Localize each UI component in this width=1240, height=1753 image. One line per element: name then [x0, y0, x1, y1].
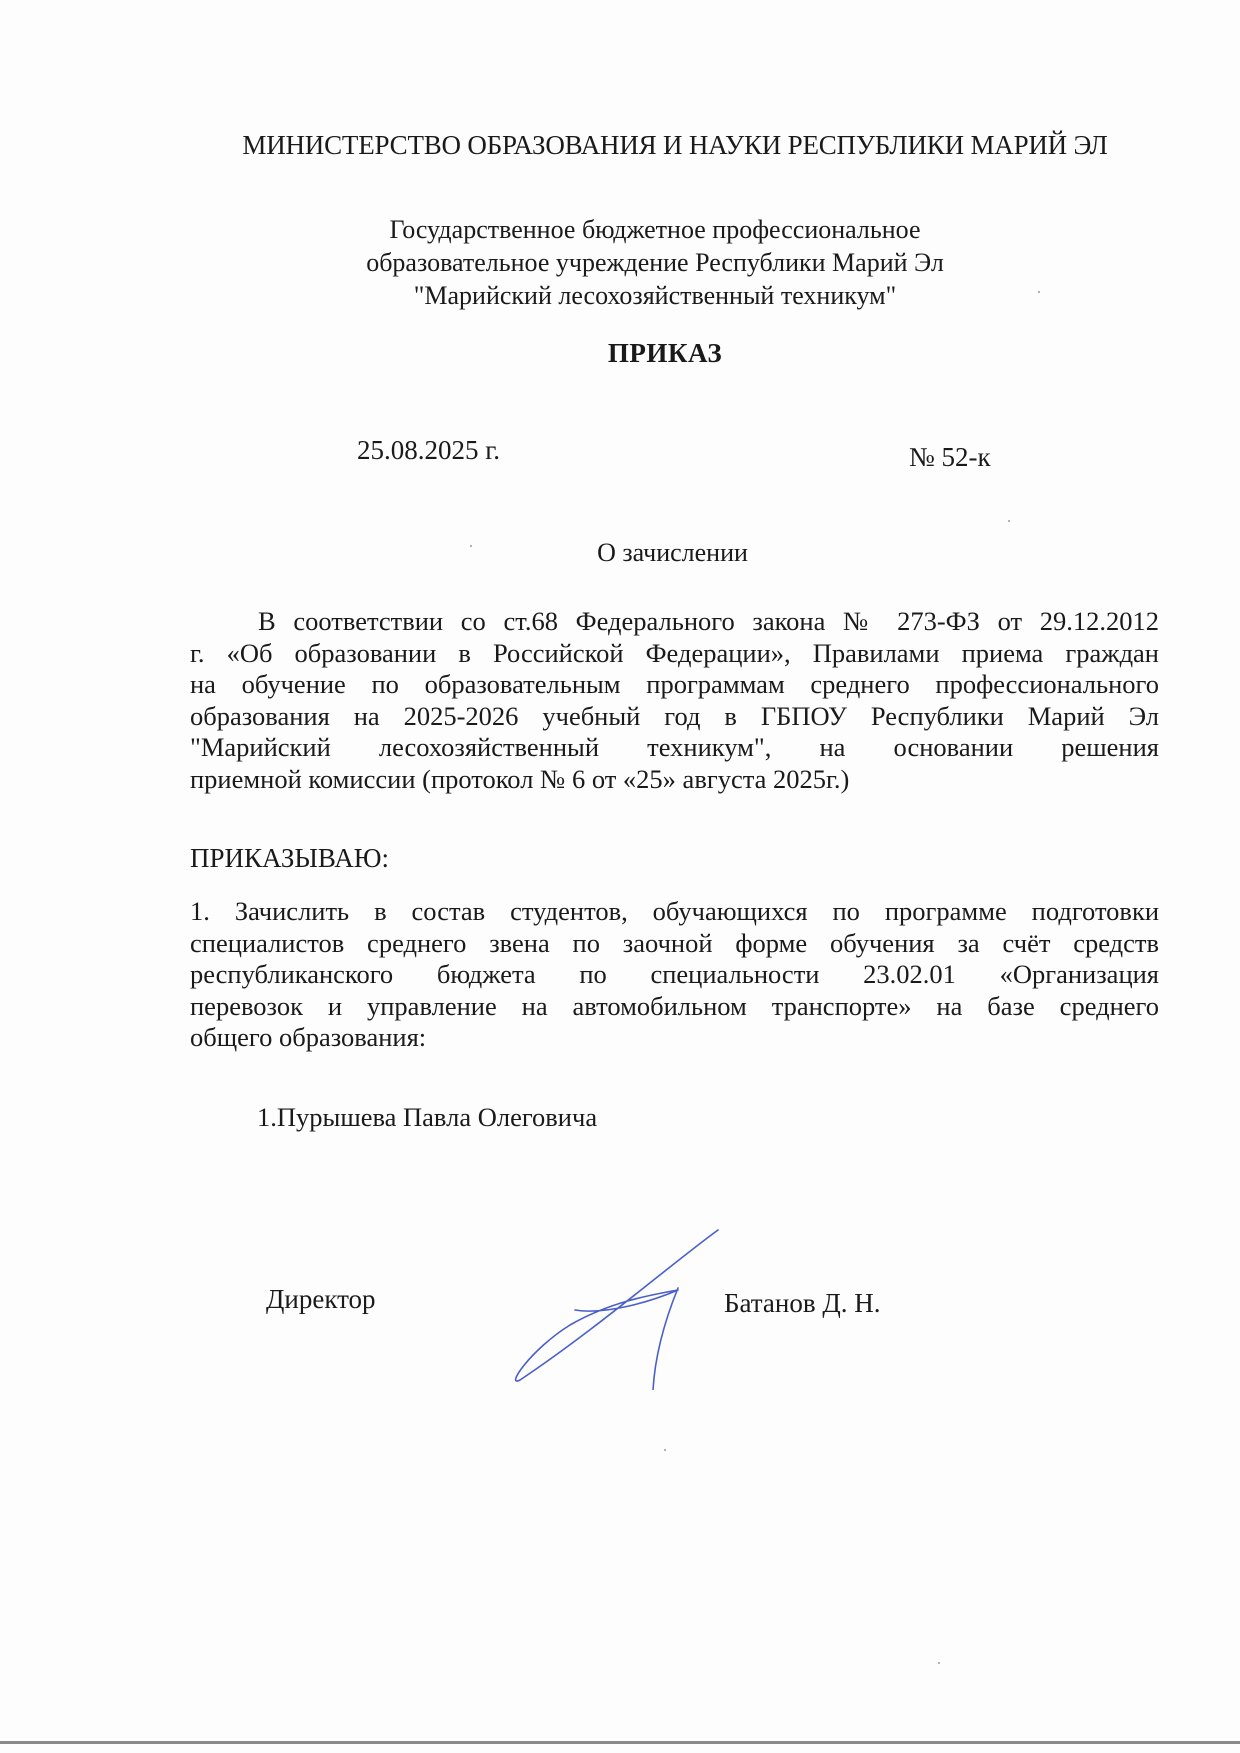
preamble-paragraph [190, 606, 1159, 795]
order-item-line: республиканского бюджета по специальности 23.02.01 «Организация [190, 959, 1159, 989]
scan-speck [664, 1449, 666, 1451]
preamble-line: "Марийский лесохозяйственный техникум", на основании решения [190, 732, 1159, 762]
document-type-title: ПРИКАЗ [607, 338, 723, 368]
preamble-line: г. «Об образовании в Российской Федерации», Правилами приема граждан [190, 637, 1159, 668]
signatory-position: Директор [266, 1284, 376, 1314]
preamble-line: В соответствии со ст.68 Федерального закона № 273-ФЗ от 29.12.2012 [258, 606, 1159, 636]
order-item-1 [190, 896, 1159, 1054]
directive-heading: ПРИКАЗЫВАЮ: [190, 843, 389, 873]
ministry-heading: МИНИСТЕРСТВО ОБРАЗОВАНИЯ И НАУКИ РЕСПУБЛИКИ МАРИЙ ЭЛ [242, 130, 1108, 160]
institution-line: Государственное бюджетное профессиональное [389, 215, 921, 244]
page-bottom-edge [0, 1741, 1240, 1744]
order-subject: О зачислении [597, 538, 748, 567]
order-item-line: перевозок и управление на автомобильном транспорте» на базе среднего [190, 990, 1159, 1021]
preamble-line: образования на 2025-2026 учебный год в ГБПОУ Республики Марий Эл [190, 700, 1159, 731]
order-number: № 52-к [909, 442, 991, 472]
scan-speck [1038, 291, 1040, 293]
scan-speck [470, 545, 472, 547]
preamble-line: приемной комиссии (протокол № 6 от «25» августа 2025г.) [190, 763, 850, 794]
institution-line: образовательное учреждение Республики Марий Эл [366, 248, 944, 277]
institution-name [260, 213, 1050, 312]
order-item-line: общего образования: [190, 1022, 427, 1052]
handwritten-signature [500, 1210, 730, 1390]
order-date: 25.08.2025 г. [357, 435, 501, 465]
signatory-name: Батанов Д. Н. [724, 1288, 881, 1318]
order-item-line: специалистов среднего звена по заочной форме обучения за счёт средств [190, 927, 1159, 958]
student-list-item: 1.Пурышева Павла Олеговича [257, 1102, 598, 1132]
scan-speck [938, 1662, 940, 1664]
institution-line: "Марийский лесохозяйственный техникум" [413, 281, 897, 310]
signature-block [0, 1200, 1240, 1400]
scan-speck [1008, 520, 1010, 522]
order-item-line: 1. Зачислить в состав студентов, обучающихся по программе подготовки [190, 896, 1159, 926]
preamble-line: на обучение по образовательным программам среднего профессионального [190, 669, 1159, 699]
